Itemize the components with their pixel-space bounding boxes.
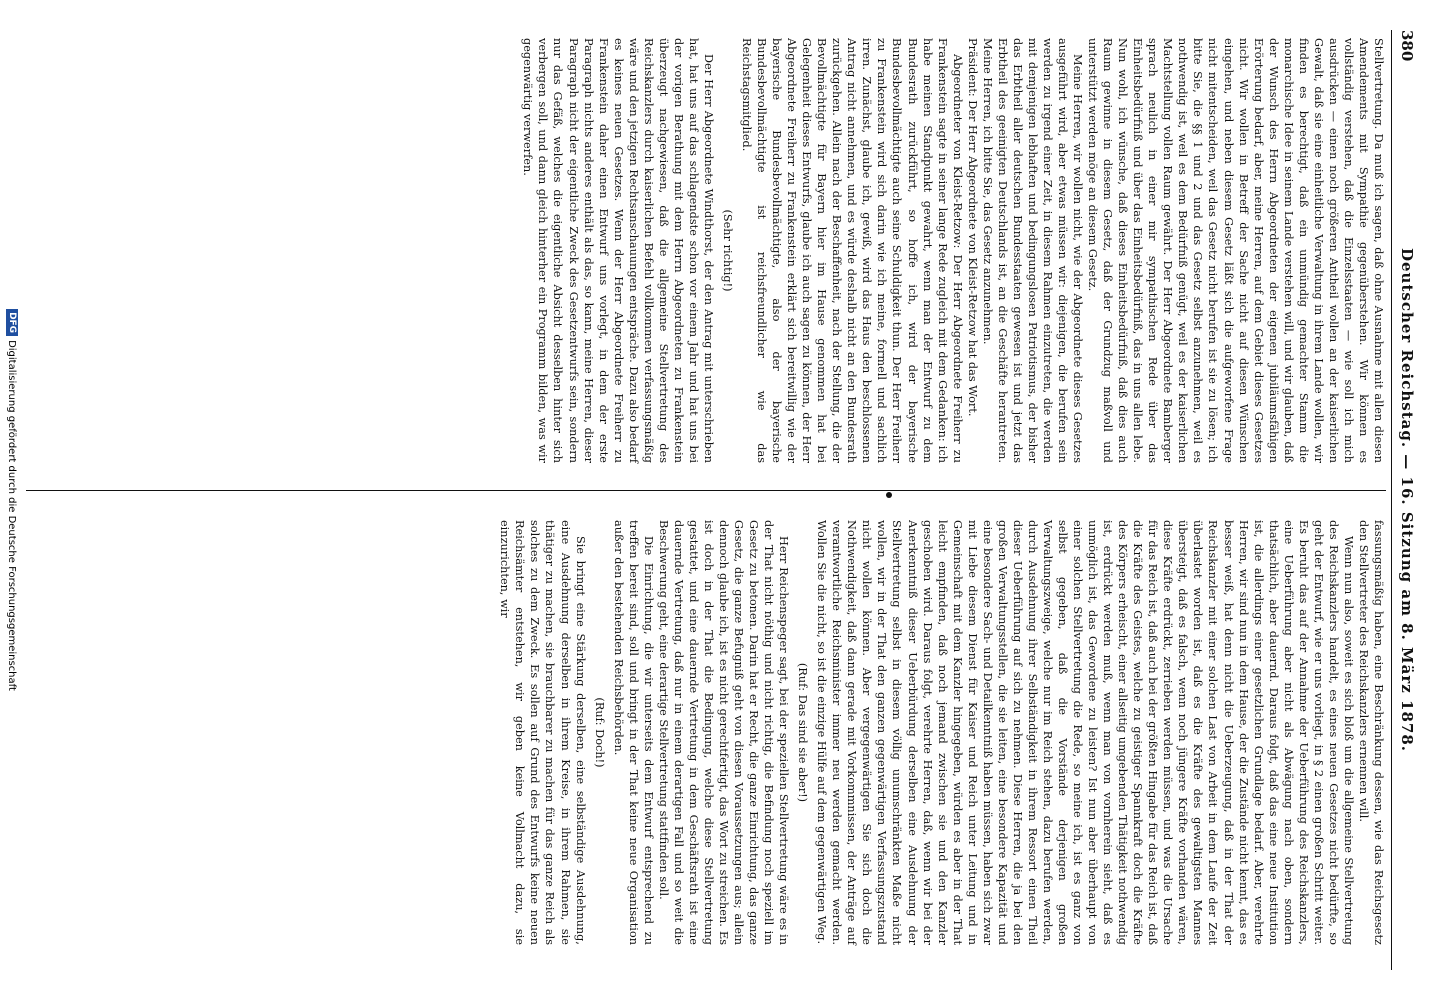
paragraph: Die Einrichtung, die wir unterseits dem Entwurf entsprechend zu treffen bereit sind, soll und bringt in der That keine neue Organisation außer den bestehenden Reichsbehörden. — [611, 520, 655, 945]
paragraph: Meine Herren, wir wollen nicht, wie der Abgeordnete dieses Gesetzes ausgeführt wird, aber etwas müssen wir: diejenigen, die berufen sein werden zu irgend einer Zeit, in diesem Rahmen einzutreten, die werden mit demjenigen lebhaften und bedingungslosen Patriotismus, der bisher das Erbtheil aller deutschen Bundesstaaten gewesen ist und jetzt das Erbtheil des geeinigten Deutschlands ist, an die Geschäfte herantreten. Meine Herren, ich bitte Sie, das Gesetz anzunehmen. — [980, 38, 1085, 463]
margin-mark — [886, 492, 892, 498]
paragraph: Präsident: Der Herr Abgeordnete von Kleist-Retzow hat das Wort. — [965, 38, 979, 417]
paragraph: fassungsmäßig haben, eine Beschränkung dessen, wie das Reichsgesetz den Stellvertreter des Reichskanzlers ernennen will. — [1356, 520, 1385, 945]
header-rule — [1391, 30, 1392, 970]
dfg-logo: DFG — [6, 309, 18, 336]
paragraph: Abgeordneter von Kleist-Retzow: Der Herr Abgeordnete Freiherr zu Frankenstein sagte in seiner lange Rede zugleich mit dem Gedanken: ich habe meinen Standpunkt gewahrt, wenn man der Entwurf zu dem Bundesrath zurückführt, so hoffe ich, wird der bayerische Bundesbevollmächtigte auch seine Schuldigkeit thun. Der Herr Freiherr zu Frankenstein wird sich darin wie ich meine, formell und sachlich irren. Zunächst, glaube ich, gewiß, wird das Haus den beschlossenen Antrag nicht annehmen, und es würde deshalb nicht an den Bundesrath zurückgehen. Allein nach der Beschaffenheit, nach der Stellung, die der Bevollmächtigte für Bayern hier im Hause genommen hat bei Gelegenheit dieses Entwurfs, glaube ich auch sagen zu können, der Herr Abgeordnete Freiherr zu Frankenstein erklärt sich bereitwillig wie der bayerische Bundesbevollmächtigte, also der bayerische Bundesbevollmächtigte ist reichsfreundlicher wie das Reichstagsmitglied. — [740, 38, 964, 463]
paragraph: Herr Reichenspeger sagt, bei der speziellen Stellvertretung wäre es in der That nicht nöthig und nicht richtig, die Befindung noch speziell im Gesetz zu betonen. Darin hat er Recht, die ganze Einrichtung, das ganze Gesetz, die ganze Befugniß geht von diesen Voraussetzungen aus; allein dennoch glaube ich, ist es nicht gerechtfertigt, das Wort zu streichen. Es ist doch in der That die Bedingung, welche diese Stellvertretung gestattet, und eine dauernde Vertretung in dem Geschäftsrath ist eine dauernde Vertretung, daß nur in einem derartigen Fall und so weit die Beschwerung geht, eine derartige Stellvertretung stattfinden soll. — [656, 520, 791, 945]
footer-text: Digitalisierung gefördert durch die Deutsche Forschungsgemeinschaft — [6, 340, 17, 691]
paragraph: Wenn nun also, soweit es sich bloß um die allgemeine Stellvertretung des Reichskanzlers handelt, es eines neuen Gesetzes nicht bedürfte, so geht der Entwurf, wie er uns vorliegt, in § 2 einen großen Schritt weiter. Es beruht das auf der Annahme der Ueberführung des Reichskanzlers, eine Ueberführung aber nicht als Abwägung nach oben, sondern thatsächlich, aber dauernd. Daraus folgt, daß das eine neue Institution ist, die allerdings einer gesetzlichen Grundlage bedarf. Aber, verehrte Herren, wir sind nun in dem Hause, der die Zustände nicht kennt, das es besser weiß, hat denn nicht die Ueberzeugung, daß in der That der Reichskanzler mit einer solchen Last von Arbeit in dem Laufe der Zeit überlastet worden ist, daß es die Kräfte des gewaltigsten Mannes übersteigt, daß es falsch, wenn noch jüngere Kräfte vorhanden wären, diese Kräfte erdrückt, zerrieben werden müssen, und was die Ursache für das Reich ist, daß auch bei der größten Hingabe für das Reich ist, daß die Kräfte des Geistes, welche zu geistiger Spannkraft doch die Kräfte des Körpers erheischt, einer allseitig umgebenden Thätigkeit nothwendig ist, erdrückt werden muß, wenn man von vornherein sieht, daß es unmöglich ist, das Gewordene zu leisten? Ist nun aber überhaupt von einer solchen Stellvertretung die Rede, so meine ich, ist es ganz von selbst gegeben, daß die Vorstände derjenigen großen Verwaltungszweige, welche nur im Reich stehen, dazu berufen werden, durch Ausdehnung ihrer Selbständigkeit in ihrem Ressort einen Theil dieser Ueberführung auf sich zu nehmen. Diese Herren, die ja bei den großen Verwaltungsstellen, die sie leiten, eine besondere Kapazität und eine besondere Sach- und Detailkenntniß haben müssen, haben sich zwar mit Liebe diesem Dienst für Kaiser und Reich unter Leitung und in Gemeinschaft mit dem Kanzler hingegeben, würden es aber in der That leicht empfinden, daß noch jemand zwischen sie und den Kanzler geschoben wird. Daraus folgt, verehrte Herren, daß, wenn wir bei der Anerkenntniß dieser Ueberbürdung derselben eine Ausdehnung der Stellvertretung selbst in diesem völlig unumschränkten Maße nicht wollen, wir in der That den ganzen gegenwärtigen Verfassungszustand nicht wollen können. Aber vergegenwärtigen Sie sich doch die Nothwendigkeit, daß dann gerade mit Vorkommnissen, der Anträge auf verantwortliche Reichsminister immer neu werden gemacht werden. Wollen Sie die nicht, so ist die einzige Hülfe auf dem gegenwärtigen Weg. — [815, 520, 1355, 946]
left-column — [520, 38, 1386, 463]
running-title: Deutscher Reichstag. — 16. Sitzung am 8. März 1878. — [1398, 248, 1416, 752]
page-header — [1394, 30, 1420, 970]
paragraph: Stellvertretung. Da muß ich sagen, daß ohne Ausnahme mit allen diesen Amendements mit Sympathie gegenüberstehen. Wir können es vollständig verstehen, daß die Einzelsstaaten — wie soll ich mich ausdrücken — einen noch größeren Antheil wollen an der kaiserlichen Gewalt, daß sie eine einheitliche Verwaltung in ihrem Lande wollen, wir finden es berechtigt, daß ein unmündig gemachter Stamm die monarchische Idee in seinem Lande verstehen will, und wir glauben, daß der Wunsch des Herrn Abgeordneten der eigenen jubiläumsfähigen Erörterung bedarf, aber, meine Herren, auf dem Gebiet dieses Gesetzes nicht. Wir wollen in Betreff der Sache nicht auf diesen Wünschen eingehen, und neben diesem Gesetz läßt sich die aufgeworfene Frage nicht mitentscheiden, weil das Gesetz nicht berufen ist sie zu lösen; ich bitte Sie, die §§ 1 und 2 und das Gesetz selbst anzunehmen, weil es nothwendig ist, weil es dem Bedürfniß genügt, weil es der kaiserlichen Machtstellung vollen Raum gewährt. Der Herr Abgeordnete Bamberger sprach neulich in einer mir sympathischen Rede über das Einheitsbedürfniß und über das Einheitsbedürfniß, das in uns allen lebe. Nun wohl, ich wünsche, daß dieses Einheitsbedürfniß, daß dies auch Raum gewinne in diesem Gesetz, daß der Grundzug maßvoll und unterstützt werden möge an diesem Gesetz. — [1086, 38, 1385, 463]
right-column — [497, 520, 1386, 945]
digitization-footer — [2, 0, 20, 1000]
paragraph: Sie bringt eine Stärkung derselben, eine selbständige Ausdehnung, eine Ausdehnung derselben in ihrem Kreise, in ihrem Rahmen, sie thätiger zu machen, sie brauchbarer zu machen für das ganze Reich als solches zu dem Zweck. Es sollen auf Grund des Entwurfs keine neuen Reichsämter entstehen, wir geben keine Vollmacht dazu, sie einzurichten, wir — [498, 520, 587, 945]
interjection: (Ruf: Doch!) — [592, 697, 606, 768]
column-divider — [26, 490, 1386, 491]
interjection: (Sehr richtig!) — [720, 209, 734, 292]
paragraph: Der Herr Abgeordnete Windthorst, der den Antrag mit unterschrieben hat, hat uns auf das schlagendste schon vor einem Jahr und hat uns bei der vorigen Berathung mit dem Herrn Abgeordneten zu Frankenstein überzeugt nachgewiesen, daß die allgemeine Stellvertretung des Reichskanzlers durch kaiserlichen Befehl vollkommen verfassungsmäßig wäre und den jetzigen Rechtsanschauungen entspräche. Dazu also bedarf es keines neuen Gesetzes. Wenn der Herr Abgeordnete Freiherr zu Frankenstein daher einen Entwurf uns vorlegt, in dem der erste Paragraph nichts anderes enthält als das, so kann, meine Herren, dieser Paragraph nicht der eigentliche Zweck des Gesetzentwurfs sein, sondern nur das Gefäß, welches die eigentliche Absicht desselben hinter sich verbergen soll, und dann gleich hinterher ein Programm bilden, was wir gegenwärtig verwerfen. — [521, 38, 715, 463]
page-number: 380 — [1398, 30, 1416, 62]
interjection: (Ruf: Das sind sie aber!) — [796, 662, 810, 803]
